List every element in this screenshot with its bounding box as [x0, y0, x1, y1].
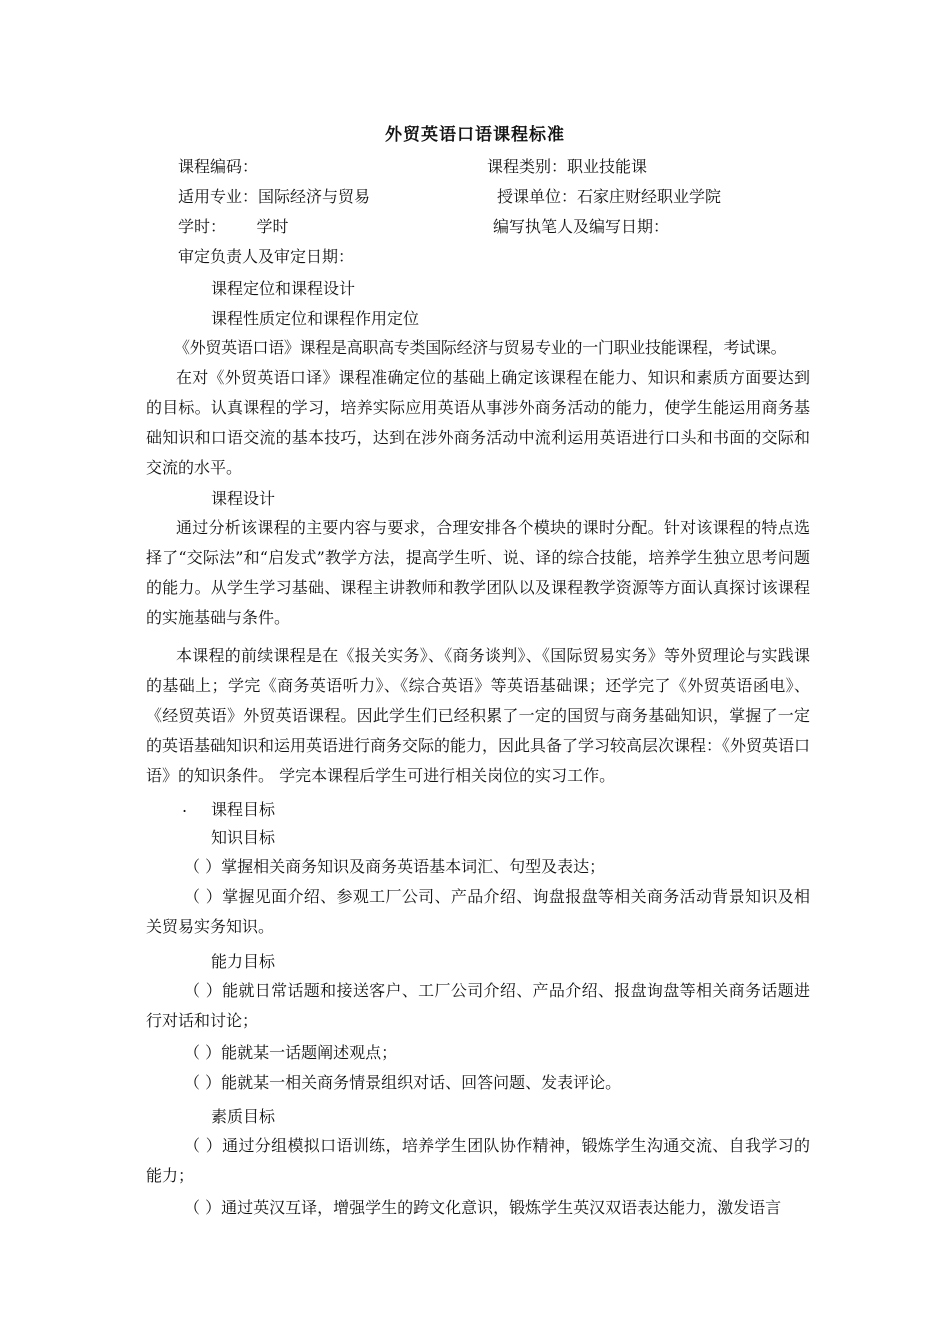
- paragraph-prerequisites: 本课程的前续课程是在《报关实务》、《商务谈判》、《国际贸易实务》等外贸理论与实践课的基础上；学完《商务英语听力》、《综合英语》等英语基础课；还学完了《外贸英语函电》、《经贸英语》外贸英语课程。因此学生们已经积累了一定的国贸与商务基础知识，掌握了一定的英语基础知识和运用英语进行商务交际的能力，因此具备了学习较高层次课程：《外贸英语口语》的知识条件。 学完本课程后学生可进行相关岗位的实习工作。: [146, 646, 811, 785]
- reviewer-and-date: 审定负责人及审定日期：: [178, 247, 355, 266]
- ability-objective-2: （ ）能就某一话题阐述观点；: [184, 1043, 398, 1062]
- knowledge-objective-2: （ ）掌握见面介绍、参观工厂公司、产品介绍、询盘报盘等相关商务活动背景知识及相关贸易实务知识。: [146, 887, 810, 936]
- knowledge-objective-1: （ ）掌握相关商务知识及商务英语基本词汇、句型及表达；: [184, 857, 606, 876]
- subsection-heading-nature: 课程性质定位和课程作用定位: [211, 309, 420, 328]
- paragraph-course-nature: 《外贸英语口语》课程是高职高专类国际经济与贸易专业的一门职业技能课程，考试课。: [174, 338, 787, 357]
- document-title: 外贸英语口语课程标准: [385, 125, 565, 145]
- quality-objective-2: （ ）通过英汉互译，增强学生的跨文化意识，锻炼学生英汉双语表达能力，激发语言: [184, 1198, 782, 1217]
- subsection-heading-ability: 能力目标: [211, 952, 276, 971]
- quality-objective-1: （ ）通过分组模拟口语训练，培养学生团队协作精神，锻炼学生沟通交流、自我学习的能力；: [146, 1136, 810, 1185]
- subsection-heading-design: 课程设计: [211, 489, 276, 508]
- ability-objective-3: （ ）能就某一相关商务情景组织对话、回答问题、发表评论。: [184, 1073, 622, 1092]
- course-code: 课程编码：: [178, 157, 259, 176]
- subsection-heading-quality: 素质目标: [211, 1107, 276, 1126]
- course-category: 课程类别：职业技能课: [487, 157, 648, 176]
- teaching-unit: 授课单位：石家庄财经职业学院: [497, 187, 722, 206]
- paragraph-course-goals: 在对《外贸英语口译》课程准确定位的基础上确定该课程在能力、知识和素质方面要达到的目标。认真课程的学习，培养实际应用英语从事涉外商务活动的能力，使学生能运用商务基础知识和口语交流的基本技巧，达到在涉外商务活动中流利运用英语进行口头和书面的交际和交流的水平。: [146, 368, 810, 477]
- ability-objective-1: （ ）能就日常话题和接送客户、工厂公司介绍、产品介绍、报盘询盘等相关商务话题进行对话和讨论；: [146, 981, 810, 1030]
- applicable-major: 适用专业：国际经济与贸易: [178, 187, 371, 206]
- credit-hours: 学时： 学时: [178, 217, 289, 236]
- section-heading-objectives: 课程目标: [211, 800, 276, 819]
- author-and-date: 编写执笔人及编写日期：: [493, 217, 670, 236]
- section-number-dot: .: [182, 797, 188, 816]
- subsection-heading-knowledge: 知识目标: [211, 828, 276, 847]
- section-heading-positioning: 课程定位和课程设计: [211, 279, 356, 298]
- paragraph-course-design: 通过分析该课程的主要内容与要求，合理安排各个模块的课时分配。针对该课程的特点选择了“交际法”和“启发式”教学方法，提高学生听、说、译的综合技能，培养学生独立思考问题的能力。从学生学习基础、课程主讲教师和教学团队以及课程教学资源等方面认真探讨该课程的实施基础与条件。: [146, 518, 810, 627]
